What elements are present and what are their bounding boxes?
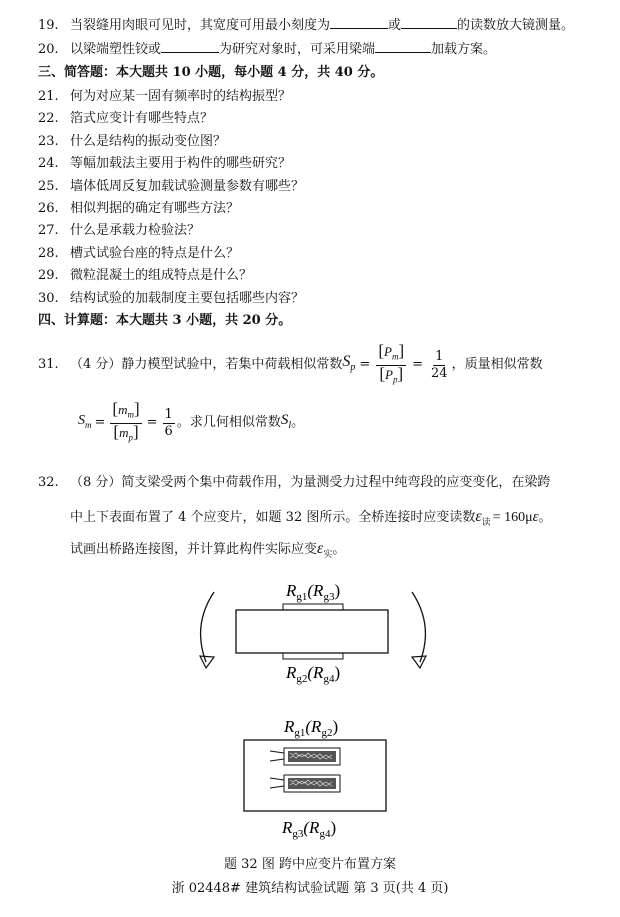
- question-text: 结构试验的加载制度主要包括哪些内容？: [70, 290, 305, 306]
- question-text: 等幅加载法主要用于构件的哪些研究？: [70, 156, 292, 172]
- arrowhead-right-icon: [412, 656, 426, 668]
- short-question-item: [38, 88, 291, 106]
- gauge-bottom: [283, 653, 343, 659]
- fraction-mass: $\frac{[m_m]}{[m_p]}$: [112, 398, 140, 443]
- punctuation: 。: [291, 415, 305, 430]
- question-19: [38, 16, 574, 35]
- label-bottom-gauges: $R_{g2}(R_{g4})$: [286, 663, 341, 685]
- question-number: 32.: [38, 475, 59, 490]
- short-question-item: [38, 110, 213, 128]
- question-number: 28.: [38, 245, 59, 261]
- short-question-item: [38, 133, 226, 151]
- moment-arrow-right: [412, 592, 425, 662]
- strain-reading: = 160μ: [492, 510, 533, 525]
- beam-elevation: [200, 581, 426, 685]
- question-text: 中上下表面布置了 4 个应变片，如题 32 图所示。全桥连接时应变读数: [70, 510, 476, 525]
- fraction-value-1: $\frac{1}{24}$: [431, 348, 448, 381]
- strain-gauge-2: [270, 775, 340, 792]
- short-question-item: [38, 200, 239, 218]
- question-text: 槽式试验台座的特点是什么？: [70, 245, 240, 261]
- arrowhead-left-icon: [200, 656, 214, 668]
- section-heading-short-answer: 三、简答题：本大题共 10 小题，每小题 4 分，共 40 分。: [38, 65, 384, 80]
- figure-caption: 题 32 图 跨中应变片布置方案: [224, 857, 396, 872]
- short-question-item: [38, 222, 200, 240]
- label-top-gauges: $R_{g1}(R_{g3})$: [286, 581, 341, 603]
- question-31: 31. （4 分）静力模型试验中，若集中荷载相似常数 $S_p$ = $\frac{[P_m]}{[P_p]}$ = $\frac{1}{24}$ ，质量相似常数: [38, 343, 543, 387]
- question-number: 20.: [38, 42, 59, 57]
- question-text: 。求几何相似常数: [176, 415, 281, 430]
- question-text: （4 分）静力模型试验中，若集中荷载相似常数: [70, 357, 343, 372]
- question-text: 或: [388, 18, 402, 33]
- fill-blank: [401, 16, 457, 29]
- symbol-sp: $S_p$: [342, 352, 356, 374]
- question-text: 何为对应某一固有频率时的结构振型？: [70, 89, 292, 104]
- question-number: 31.: [38, 357, 59, 372]
- fill-blank: [330, 16, 388, 29]
- question-31-continued: $S_m$ = $\frac{[m_m]}{[m_p]}$ = $\frac{1}{6}$ 。求几何相似常数 $S_l$ 。: [78, 401, 304, 445]
- question-number: 23.: [38, 133, 59, 149]
- question-number: 24.: [38, 156, 59, 172]
- question-number: 27.: [38, 223, 59, 239]
- question-text: 什么是承载力检验法？: [70, 223, 201, 239]
- short-question-item: [38, 267, 252, 285]
- question-text: （8 分）简支梁受两个集中荷载作用，为量测受力过程中纯弯段的应变变化，在梁跨: [70, 475, 551, 490]
- question-number: 30.: [38, 290, 59, 306]
- question-number: 21.: [38, 89, 59, 104]
- punctuation: 。: [538, 510, 552, 525]
- page-footer: 浙 02448# 建筑结构试验试题 第 3 页(共 4 页): [171, 881, 449, 896]
- figure-32: [0, 570, 620, 840]
- question-text: ，质量相似常数: [451, 357, 543, 372]
- section-heading-calculation: 四、计算题：本大题共 3 小题，共 20 分。: [38, 313, 292, 328]
- question-text: 当裂缝用肉眼可见时，其宽度可用最小刻度为: [70, 18, 331, 33]
- question-number: 19.: [38, 18, 59, 33]
- label-plan-top: $R_{g1}(R_{g2})$: [284, 717, 339, 739]
- question-number: 29.: [38, 268, 59, 284]
- question-number: 22.: [38, 111, 59, 127]
- question-text: 加载方案。: [431, 42, 497, 57]
- question-32: [38, 474, 550, 492]
- symbol-sm: $S_m$: [78, 413, 92, 430]
- question-number: 25.: [38, 178, 59, 194]
- symbol-eps-actual: $\varepsilon_实$: [317, 540, 333, 560]
- fill-blank: [375, 40, 431, 53]
- beam-section: [236, 610, 388, 653]
- question-text: 以梁端塑性铰或: [70, 42, 162, 57]
- question-32-line2: [70, 508, 552, 531]
- label-plan-bottom: $R_{g3}(R_{g4})$: [282, 818, 337, 840]
- question-20: [38, 40, 496, 59]
- beam-plan: [244, 717, 386, 840]
- question-text: 微粒混凝土的组成特点是什么？: [70, 268, 253, 284]
- question-number: 26.: [38, 201, 59, 216]
- question-32-line3: [70, 540, 345, 563]
- question-text: 为研究对象时，可采用梁端: [219, 42, 376, 57]
- question-text: 什么是结构的振动变位图？: [70, 133, 227, 149]
- question-text: 的读数放大镜测量。: [457, 18, 575, 33]
- short-question-item: [38, 155, 291, 173]
- short-question-item: [38, 290, 304, 308]
- fraction-value-2: $\frac{1}{6}$: [164, 406, 173, 439]
- gauge-top: [283, 604, 343, 610]
- question-text: 相似判据的确定有哪些方法？: [70, 201, 240, 216]
- fraction-load: $\frac{[P_m]}{[P_p]}$: [378, 340, 405, 385]
- symbol-sl: $S_l$: [280, 412, 292, 431]
- fill-blank: [161, 40, 219, 53]
- question-text: 墙体低周反复加载试验测量参数有哪些？: [70, 178, 305, 194]
- short-question-item: [38, 245, 239, 263]
- moment-arrow-left: [201, 592, 214, 662]
- strain-gauge-1: [270, 748, 340, 765]
- question-text: 箔式应变计有哪些特点？: [70, 111, 214, 127]
- punctuation: 。: [332, 542, 346, 557]
- short-question-item: [38, 178, 304, 196]
- strain-unit: ε: [532, 509, 539, 525]
- question-text: 试画出桥路连接图，并计算此构件实际应变: [70, 542, 318, 557]
- symbol-eps-read: $\varepsilon_读$: [475, 508, 491, 528]
